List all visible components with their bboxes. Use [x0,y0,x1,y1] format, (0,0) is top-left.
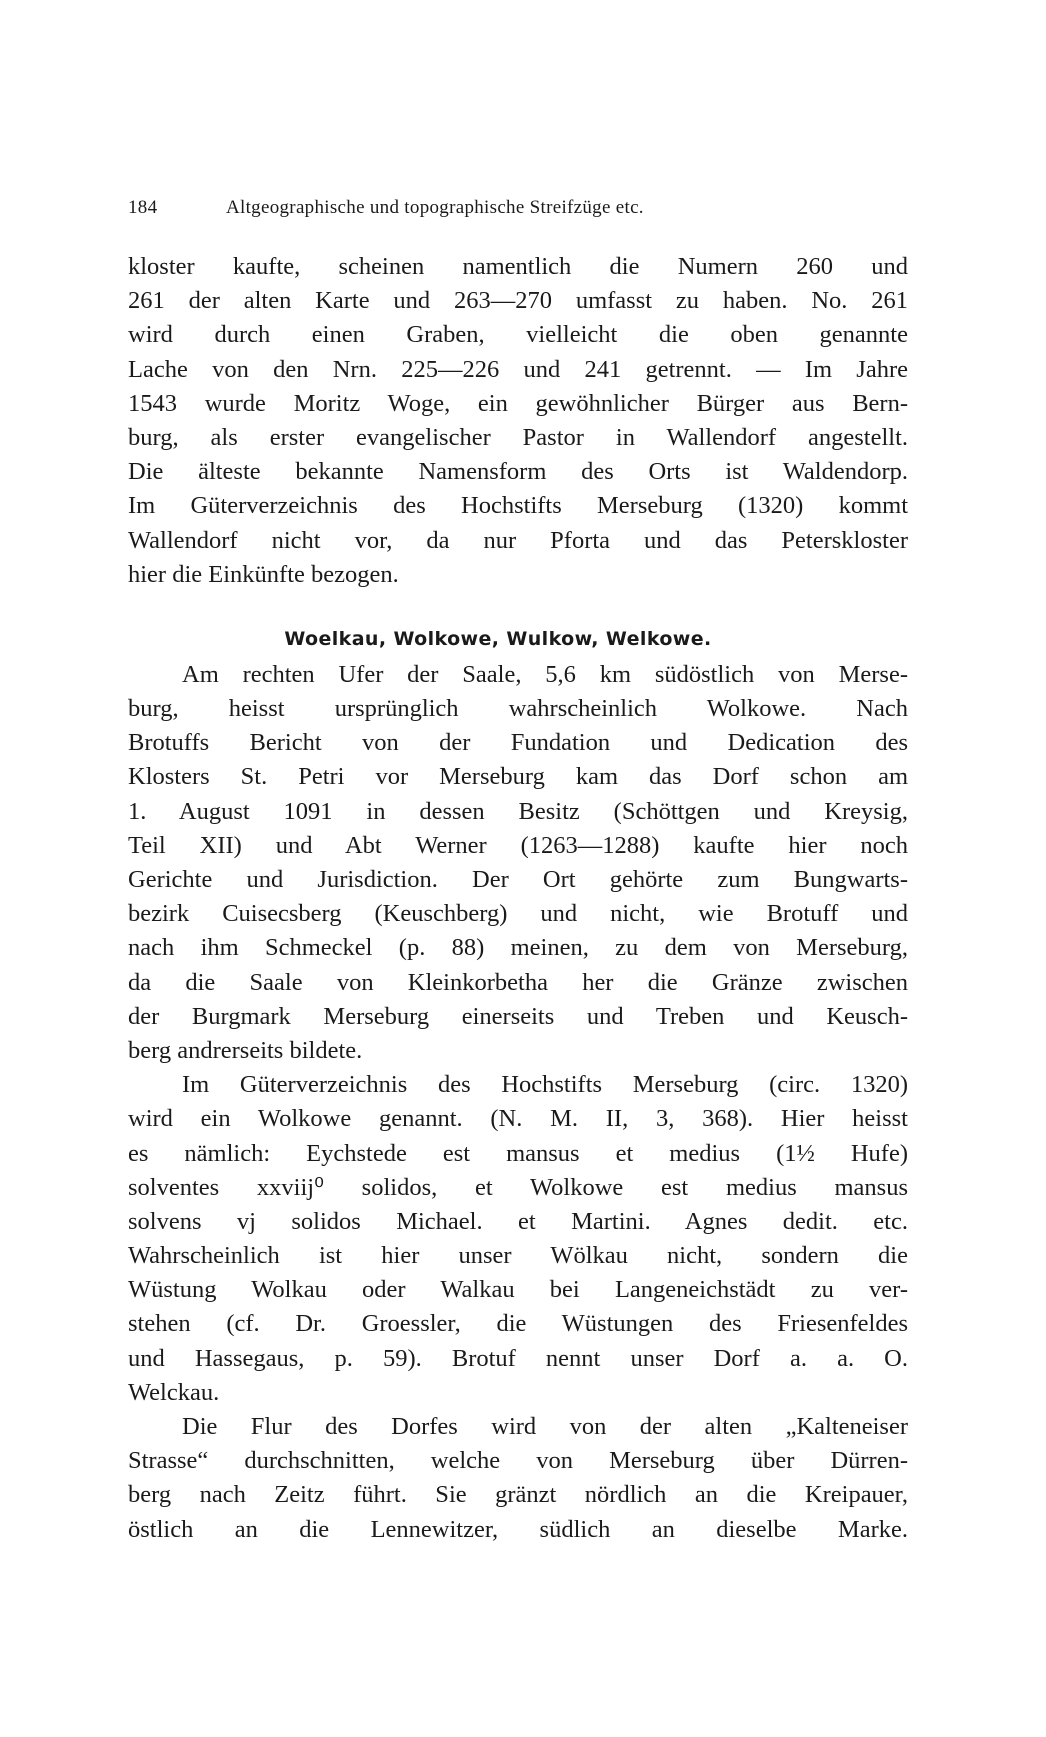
paragraph-2 [128,658,908,1068]
text-line: nach ihm Schmeckel (p. 88) meinen, zu dem von Merseburg, [128,934,908,962]
text-line: Klosters St. Petri vor Merseburg kam das Dorf schon am [128,763,908,791]
text-line: stehen (cf. Dr. Groessler, die Wüstungen des Friesenfeldes [128,1310,908,1338]
text-line: Brotuffs Bericht von der Fundation und Dedication des [128,729,908,757]
text-line: wird ein Wolkowe genannt. (N. M. II, 3, 368). Hier heisst [128,1105,908,1133]
text-line: Am rechten Ufer der Saale, 5,6 km südöstlich von Merse- [182,660,908,688]
text-line: bezirk Cuisecsberg (Keuschberg) und nicht, wie Brotuff und [128,900,908,928]
text-line: berg andrerseits bildete. [128,1036,363,1064]
text-line: Die Flur des Dorfes wird von der alten „Kalteneiser [182,1413,908,1440]
text-line: Wüstung Wolkau oder Walkau bei Langeneichstädt zu ver- [128,1276,908,1304]
paragraph-4 [128,1410,908,1547]
section-gap [128,592,908,620]
text-line: und Hassegaus, p. 59). Brotuf nennt unser Dorf a. a. O. [128,1344,908,1372]
text-line: Lache von den Nrn. 225—226 und 241 getrennt. — Im Jahre [128,355,908,383]
text-line: solventes xxviij⁰ solidos, et Wolkowe est medius mansus [128,1173,908,1201]
text-line: kloster kaufte, scheinen namentlich die Numern 260 und [128,253,908,280]
text-line: es nämlich: Eychstede est mansus et medius (1½ Hufe) [128,1139,908,1167]
text-line: berg nach Zeitz führt. Sie gränzt nördlich an die Kreipauer, [128,1481,908,1509]
text-line: Welckau. [128,1378,220,1406]
text-line: burg, heisst ursprünglich wahrscheinlich Wolkowe. Nach [128,695,908,723]
page-number: 184 [128,197,158,218]
text-line: 1. August 1091 in dessen Besitz (Schöttgen und Kreysig, [128,797,908,825]
text-line: solvens vj solidos Michael. et Martini. Agnes dedit. etc. [128,1207,908,1235]
text-line: Gerichte und Jurisdiction. Der Ort gehörte zum Bungwarts- [128,866,908,893]
text-line: wird durch einen Graben, vielleicht die oben genannte [128,321,908,349]
text-line: Strasse“ durchschnitten, welche von Merseburg über Dürren- [128,1447,908,1475]
text-line: Wahrscheinlich ist hier unser Wölkau nicht, sondern die [128,1242,908,1270]
text-line: 261 der alten Karte und 263—270 umfasst zu haben. No. 261 [128,287,908,315]
text-line: Im Güterverzeichnis des Hochstifts Merseburg (1320) kommt [128,492,908,520]
text-line: östlich an die Lennewitzer, südlich an dieselbe Marke. [128,1515,908,1543]
text-line: Im Güterverzeichnis des Hochstifts Merseburg (circ. 1320) [182,1071,908,1099]
running-title: Altgeographische und topographische Streifzüge etc. [226,197,644,218]
running-head [128,197,908,225]
text-line: Die älteste bekannte Namensform des Orts ist Waldendorp. [128,458,908,486]
text-line: Wallendorf nicht vor, da nur Pforta und das Peterskloster [128,526,908,554]
paragraph-3 [128,1068,908,1410]
text-block [128,250,908,1547]
text-line: 1543 wurde Moritz Woge, ein gewöhnlicher Bürger aus Bern- [128,389,908,417]
text-line: burg, als erster evangelischer Pastor in Wallendorf angestellt. [128,423,908,451]
text-line: der Burgmark Merseburg einerseits und Treben und Keusch- [128,1002,908,1030]
text-line: da die Saale von Kleinkorbetha her die Gränze zwischen [128,968,908,996]
text-line: Teil XII) und Abt Werner (1263—1288) kaufte hier noch [128,831,908,859]
section-heading: Woelkau, Wolkowe, Wulkow, Welkowe. [284,627,712,650]
paragraph-1 [128,250,908,592]
text-line: hier die Einkünfte bezogen. [128,560,399,588]
